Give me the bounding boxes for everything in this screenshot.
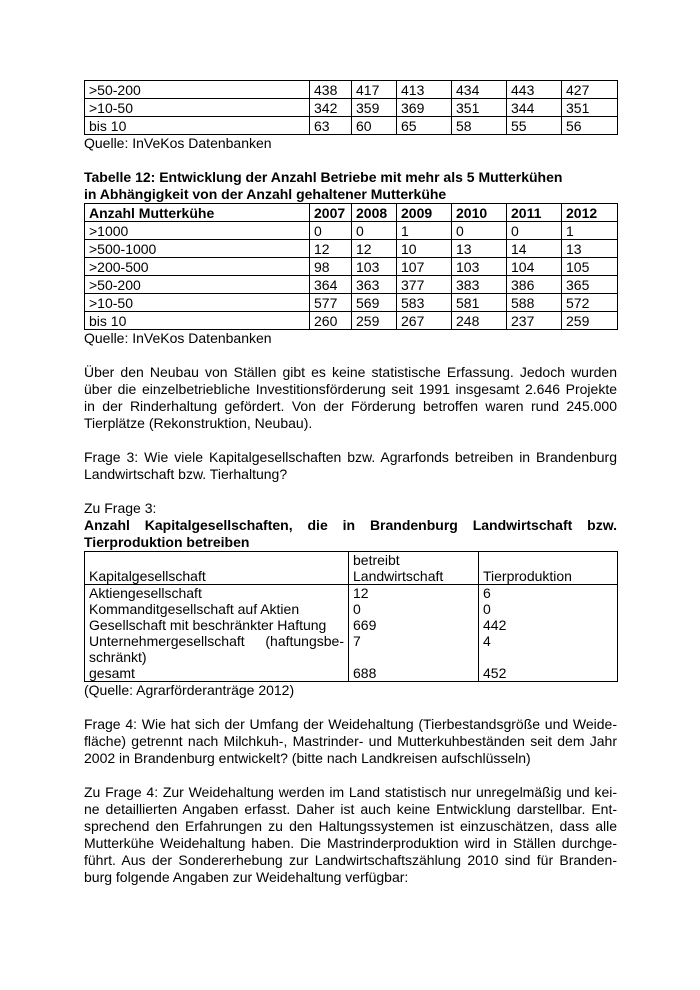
answer-4: Zu Frage 4: Zur Weidehaltung werden im Land statistisch nur unregelmäßig und kei-ne detaillierten Angaben erfasst. Daher ist auch keine Entwicklung darstellbar. Ent-sprechend den Erfahrungen zu den Haltungssystemen ist einzuschätzen, dass alle Mutterkühe Weidehaltung haben. Die Mastrinderproduktion wird in Ställen durchge-führt. Aus der Sondererhebung zur Landwirtschaftszählung 2010 sind für Branden-burg folgende Angaben zur Weidehaltung verfügbar: [84, 784, 617, 885]
table-cell: 364 [310, 276, 352, 294]
table-cell: 259 [562, 312, 618, 330]
table-cell: >10-50 [85, 294, 310, 312]
table-source: Quelle: InVeKos Datenbanken [84, 135, 272, 151]
table-cell: 237 [507, 312, 562, 330]
column-header: Anzahl Mutterkühe [85, 204, 310, 222]
table-cell: 417 [352, 81, 397, 99]
table-cell: 267 [397, 312, 452, 330]
question-3: Frage 3: Wie viele Kapitalgesellschaften bzw. Agrarfonds betreiben in Brandenburg Landwirtschaft bzw. Tierhaltung? [84, 449, 617, 482]
table-cell: >500-1000 [85, 240, 310, 258]
column-header: 2011 [507, 204, 562, 222]
table-cell: 452 [483, 665, 507, 681]
table-row [85, 617, 618, 633]
table-cell: >200-500 [85, 258, 310, 276]
table-row [85, 99, 618, 117]
table-cell: 369 [397, 99, 452, 117]
table-cell: 365 [562, 276, 618, 294]
table-cell: 0 [483, 601, 491, 617]
table-cell: 12 [310, 240, 352, 258]
table-cell: 63 [310, 117, 352, 135]
table-cell: 248 [452, 312, 507, 330]
table-cell: gesamt [85, 665, 349, 682]
table-cell: 98 [310, 258, 352, 276]
column-header: 2012 [562, 204, 618, 222]
table-source: Quelle: InVeKos Datenbanken [84, 330, 272, 346]
column-header: 2009 [397, 204, 452, 222]
column-header: 2010 [452, 204, 507, 222]
table-cell: 427 [562, 81, 618, 99]
table-cell: 377 [397, 276, 452, 294]
table-cell: 58 [452, 117, 507, 135]
table-kapitalgesellschaften [84, 551, 618, 682]
table-caption: Tabelle 12: Entwicklung der Anzahl Betriebe mit mehr als 5 Mutterkühen [84, 169, 563, 185]
document-page [84, 80, 617, 886]
table-cell: 107 [397, 258, 452, 276]
table-cell: 0 [310, 222, 352, 240]
table-source: (Quelle: Agrarförderanträge 2012) [84, 682, 295, 698]
table-continued [84, 80, 618, 135]
table-row [85, 117, 618, 135]
table-cell: 443 [507, 81, 562, 99]
table-header-row [85, 552, 618, 585]
table-cell: 103 [452, 258, 507, 276]
table-cell: 65 [397, 117, 452, 135]
table-cell: 669 [349, 617, 479, 633]
table-cell: 442 [483, 617, 507, 633]
table-cell: 1 [397, 222, 452, 240]
table-cell: 386 [507, 276, 562, 294]
table-cell: 12 [349, 585, 479, 602]
question-4: Frage 4: Wie hat sich der Umfang der Weidehaltung (Tierbestandsgröße und Weide-fläche) getrennt nach Milchkuh-, Mastrinder- und Mutterkuhbeständen seit dem Jahr 2002 in Brandenburg entwickelt? (bitte nach Landkreisen aufschlüsseln) [84, 716, 617, 766]
answer-3-label: Zu Frage 3: [84, 500, 157, 516]
answer-3-heading: Anzahl Kapitalgesellschaften, die in Brandenburg Landwirtschaft bzw. Tierproduktion betreiben [84, 517, 617, 550]
table-cell: >50-200 [85, 81, 310, 99]
table-12 [84, 203, 618, 330]
table-cell: 351 [562, 99, 618, 117]
table-cell: bis 10 [85, 117, 310, 135]
column-header: Tierproduktion [479, 552, 618, 585]
column-group-label: betreibt [353, 552, 400, 568]
table-cell: 4 [483, 633, 491, 649]
column-header: 2008 [352, 204, 397, 222]
table-cell: 359 [352, 99, 397, 117]
table-row [85, 222, 618, 240]
table-cell: 577 [310, 294, 352, 312]
table-cell: 0 [352, 222, 397, 240]
table-cell: 1 [562, 222, 618, 240]
table-cell: 12 [352, 240, 397, 258]
table-cell: Unternehmergesellschaft (haftungsbe-schränkt) [85, 633, 349, 665]
column-header: 2007 [310, 204, 352, 222]
table-cell: 14 [507, 240, 562, 258]
table-caption-line2: in Abhängigkeit von der Anzahl gehaltener Mutterkühe [84, 186, 447, 202]
table-cell: 438 [310, 81, 352, 99]
table-cell: Aktiengesellschaft [85, 585, 349, 602]
table-cell: 688 [349, 665, 479, 682]
table-cell: 105 [562, 258, 618, 276]
table-row [85, 633, 618, 665]
table-cell: 0 [507, 222, 562, 240]
table-cell: 13 [562, 240, 618, 258]
table-cell: 583 [397, 294, 452, 312]
table-row [85, 294, 618, 312]
table-cell: >50-200 [85, 276, 310, 294]
table-cell: 363 [352, 276, 397, 294]
table-row [85, 81, 618, 99]
table-cell: 588 [507, 294, 562, 312]
table-cell: 10 [397, 240, 452, 258]
table-cell: 259 [352, 312, 397, 330]
table-row [85, 276, 618, 294]
table-row [85, 258, 618, 276]
table-cell: 351 [452, 99, 507, 117]
table-cell: 434 [452, 81, 507, 99]
paragraph-neubau: Über den Neubau von Ställen gibt es keine statistische Erfassung. Jedoch wurden über die einzelbetriebliche Investitionsförderung seit 1991 insgesamt 2.646 Projekte in der Rinderhaltung gefördert. Von der Förderung betroffen waren rund 245.000 Tierplätze (Rekonstruktion, Neubau). [84, 364, 617, 431]
table-cell: bis 10 [85, 312, 310, 330]
table-row [85, 240, 618, 258]
table-cell: 0 [349, 601, 479, 617]
table-cell: 413 [397, 81, 452, 99]
table-cell: 342 [310, 99, 352, 117]
column-header-group [349, 552, 479, 585]
column-header: Kapitalgesellschaft [85, 552, 349, 585]
table-cell: Gesellschaft mit beschränkter Haftung [85, 617, 349, 633]
table-row [85, 601, 618, 617]
table-cell: 260 [310, 312, 352, 330]
table-cell: 13 [452, 240, 507, 258]
table-row [85, 585, 618, 602]
table-cell: 581 [452, 294, 507, 312]
table-cell: 569 [352, 294, 397, 312]
table-cell: 6 [483, 585, 491, 601]
table-header-row [85, 204, 618, 222]
table-cell: 7 [349, 633, 479, 665]
table-cell: 344 [507, 99, 562, 117]
column-header: Landwirtschaft [353, 568, 444, 584]
table-row [85, 312, 618, 330]
table-cell: 104 [507, 258, 562, 276]
table-cell: 0 [452, 222, 507, 240]
table-cell: 103 [352, 258, 397, 276]
table-cell: >1000 [85, 222, 310, 240]
table-cell: 572 [562, 294, 618, 312]
table-cell: 55 [507, 117, 562, 135]
table-cell: Kommanditgesellschaft auf Aktien [85, 601, 349, 617]
table-cell: 56 [562, 117, 618, 135]
table-row [85, 665, 618, 682]
table-cell: 60 [352, 117, 397, 135]
table-cell: >10-50 [85, 99, 310, 117]
table-cell: 383 [452, 276, 507, 294]
